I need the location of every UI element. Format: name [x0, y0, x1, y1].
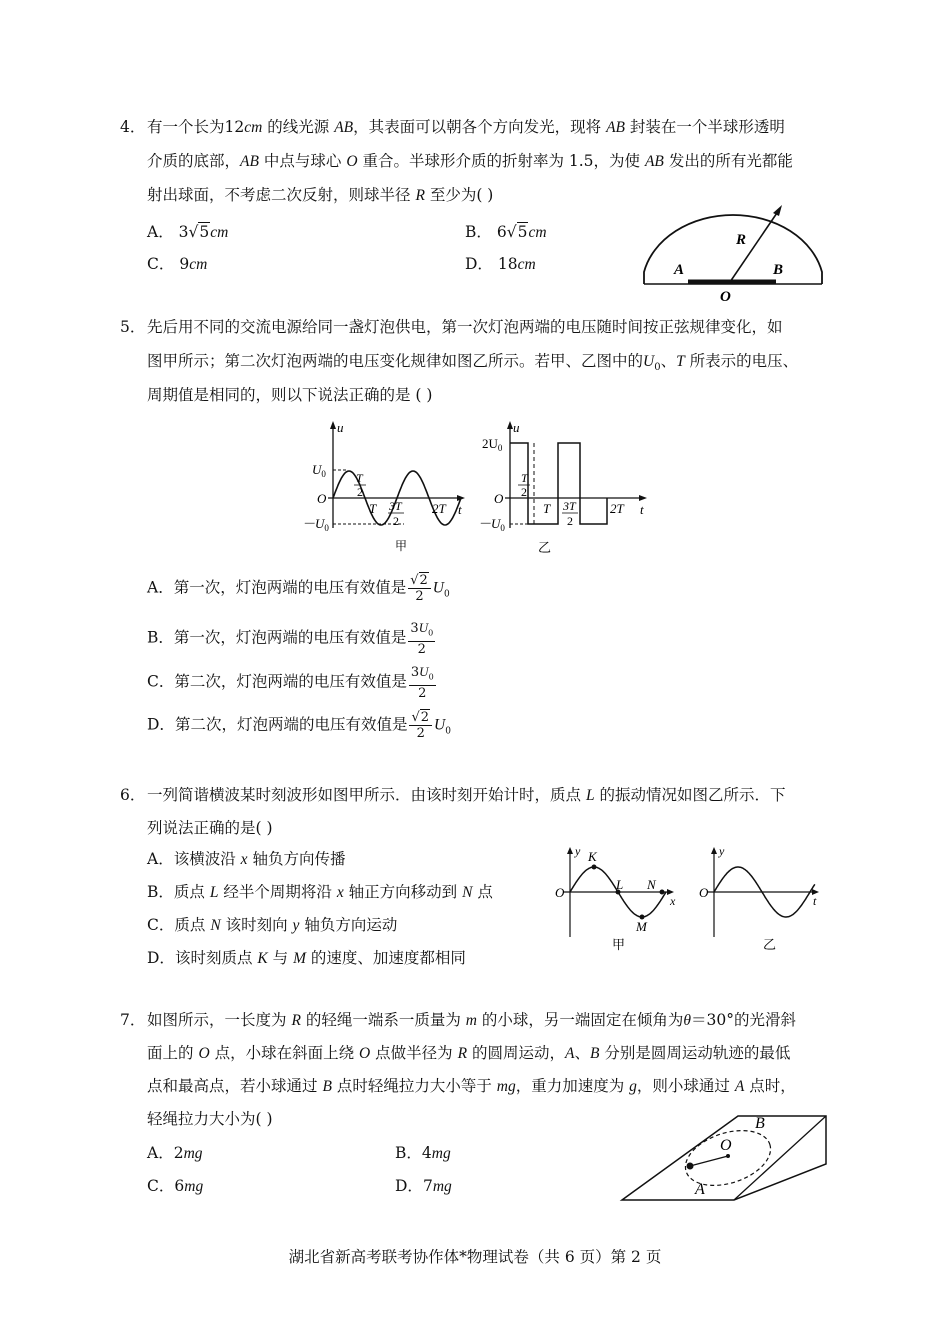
q4-hemisphere-figure: [640, 192, 830, 304]
svg-text:－U0: $-U_0$: [478, 516, 505, 533]
q7-stem-line4: 轻绳拉力大小为( ): [147, 1110, 273, 1128]
svg-text:T: T: [369, 501, 377, 516]
q4-option-b[interactable]: B． 6√5cm: [465, 223, 547, 241]
q7-number: 7．: [120, 1011, 146, 1029]
svg-text:K: K: [588, 849, 597, 864]
q5-stem-line2: 图甲所示；第二次灯泡两端的电压变化规律如图乙所示。若甲、乙图中的$U_0$、T 所表示的电压、: [147, 352, 799, 374]
q5-option-c[interactable]: C．第二次，灯泡两端的电压有效值是 $\frac{3U_0}{2}$: [147, 664, 434, 701]
label-a: A: [674, 262, 685, 278]
svg-text:3T: 3T: [389, 499, 402, 513]
svg-text:O: O: [699, 885, 709, 900]
svg-text:2: 2: [357, 485, 363, 499]
radius-arrowhead: [773, 205, 782, 216]
q7-stem-line3: 点和最高点，若小球通过 B 点时轻绳拉力大小等于 mg，重力加速度为 g，则小球通过 A 点时，: [147, 1077, 796, 1095]
q5-option-b[interactable]: B．第一次，灯泡两端的电压有效值是 $\frac{3U_0}{2}$: [147, 620, 434, 657]
q6-option-c[interactable]: C．质点 N 该时刻向 y 轴负方向运动: [147, 916, 398, 934]
q5-option-a[interactable]: A．第一次，灯泡两端的电压有效值是 $\frac{√2}{2}$ $U_0$: [147, 573, 450, 604]
q7-incline-figure: [618, 1108, 833, 1204]
label-o: O: [720, 289, 731, 304]
svg-text:U0: $U_0$: [312, 462, 326, 479]
svg-text:2T: 2T: [610, 501, 624, 516]
q5-option-d[interactable]: D．第二次，灯泡两端的电压有效值是 $\frac{√2}{2}$ $U_0$: [147, 710, 451, 741]
label-yi: 乙: [538, 540, 552, 555]
q4-stem-line2: 介质的底部，AB 中点与球心 O 重合。半球形介质的折射率为 1.5，为使 AB 发出的所有光都能: [147, 152, 793, 170]
q5-stem-line1: 先后用不同的交流电源给同一盏灯泡供电，第一次灯泡两端的电压随时间按正弦规律变化，如: [147, 318, 783, 336]
svg-text:2T: 2T: [432, 501, 446, 516]
svg-text:－U0: $-U_0$: [302, 516, 329, 533]
q7-option-d[interactable]: D．7mg: [395, 1177, 452, 1195]
svg-text:y: y: [575, 845, 581, 858]
q7-option-a[interactable]: A．2mg: [147, 1144, 203, 1162]
q4-option-c[interactable]: C． 9cm: [147, 255, 208, 273]
q6-wave-graphs: [550, 845, 830, 957]
svg-text:M: M: [636, 919, 647, 934]
q6-stem-line1: 一列简谐横波某时刻波形如图甲所示．由该时刻开始计时，质点 L 的振动情况如图乙所示．下: [147, 786, 786, 804]
q4-stem-line1: 有一个长为12cm 的线光源 AB，其表面可以朝各个方向发光，现将 AB 封装在一个半球形透明: [147, 118, 785, 136]
q5-stem-line3: 周期值是相同的，则以下说法正确的是 ( ): [147, 386, 433, 404]
svg-text:2: 2: [521, 485, 527, 499]
svg-text:2: 2: [567, 514, 573, 528]
point-n: [660, 890, 665, 895]
q6-stem-line2: 列说法正确的是( ): [147, 819, 273, 837]
svg-text:乙: 乙: [763, 937, 777, 952]
q5-voltage-graphs: [300, 418, 650, 558]
label-b: B: [773, 262, 784, 278]
q4-option-a[interactable]: A． 3√5cm: [147, 223, 229, 241]
graph-yi-wave: [699, 845, 819, 952]
svg-text:O: O: [555, 885, 565, 900]
svg-text:O: O: [720, 1137, 732, 1154]
q6-number: 6．: [120, 786, 146, 804]
svg-text:T: T: [521, 471, 528, 485]
svg-text:2U0: $2U_0$: [482, 436, 503, 453]
svg-text:T: T: [356, 471, 363, 485]
incline-edge: [734, 1116, 826, 1200]
graph-yi: [478, 420, 647, 555]
point-k: [592, 865, 597, 870]
svg-text:O: O: [317, 491, 327, 506]
q7-option-c[interactable]: C．6mg: [147, 1177, 204, 1195]
svg-text:O: O: [494, 491, 504, 506]
svg-text:2: 2: [393, 514, 399, 528]
svg-text:t: t: [813, 894, 817, 908]
svg-text:u: u: [513, 420, 520, 435]
q7-stem-line2: 面上的 O 点，小球在斜面上绕 O 点做半径为 R 的圆周运动，A、B 分别是圆周运动轨迹的最低: [147, 1044, 791, 1062]
incline-outline: [622, 1116, 826, 1200]
q4-number: 4．: [120, 118, 146, 136]
pivot-o: [726, 1154, 730, 1158]
svg-text:u: u: [337, 420, 344, 435]
rope: [690, 1156, 728, 1166]
hemisphere-outline: [644, 215, 822, 284]
q7-option-b[interactable]: B．4mg: [395, 1144, 451, 1162]
page-footer: 湖北省新高考联考协作体*物理试卷（共 6 页）第 2 页: [288, 1248, 662, 1266]
q6-option-a[interactable]: A．该横波沿 x 轴负方向传播: [147, 850, 346, 868]
svg-text:N: N: [647, 877, 656, 892]
svg-text:x: x: [670, 894, 676, 908]
svg-text:A: A: [695, 1181, 705, 1198]
q6-option-b[interactable]: B．质点 L 经半个周期将沿 x 轴正方向移动到 N 点: [147, 883, 493, 901]
svg-text:T: T: [543, 501, 551, 516]
q4-stem-line3: 射出球面，不考虑二次反射，则球半径 R 至少为( ): [147, 186, 494, 204]
q7-stem-line1: 如图所示，一长度为 R 的轻绳一端系一质量为 m 的小球，另一端固定在倾角为θ＝30°的光滑斜: [147, 1011, 797, 1029]
svg-text:y: y: [719, 845, 725, 858]
svg-text:甲: 甲: [612, 937, 626, 952]
graph-jia: [302, 418, 630, 553]
ball: [687, 1163, 694, 1170]
svg-text:L: L: [616, 877, 624, 892]
label-r: R: [736, 232, 747, 248]
svg-text:3T: 3T: [563, 499, 576, 513]
q4-option-d[interactable]: D． 18cm: [465, 255, 536, 273]
q5-number: 5．: [120, 318, 146, 336]
svg-text:t: t: [640, 502, 644, 517]
graph-jia-wave: [555, 845, 676, 952]
svg-text:t: t: [458, 502, 462, 517]
label-jia: 甲: [395, 539, 408, 553]
svg-text:B: B: [755, 1115, 765, 1132]
q6-option-d[interactable]: D．该时刻质点 K 与 M 的速度、加速度都相同: [147, 949, 466, 967]
